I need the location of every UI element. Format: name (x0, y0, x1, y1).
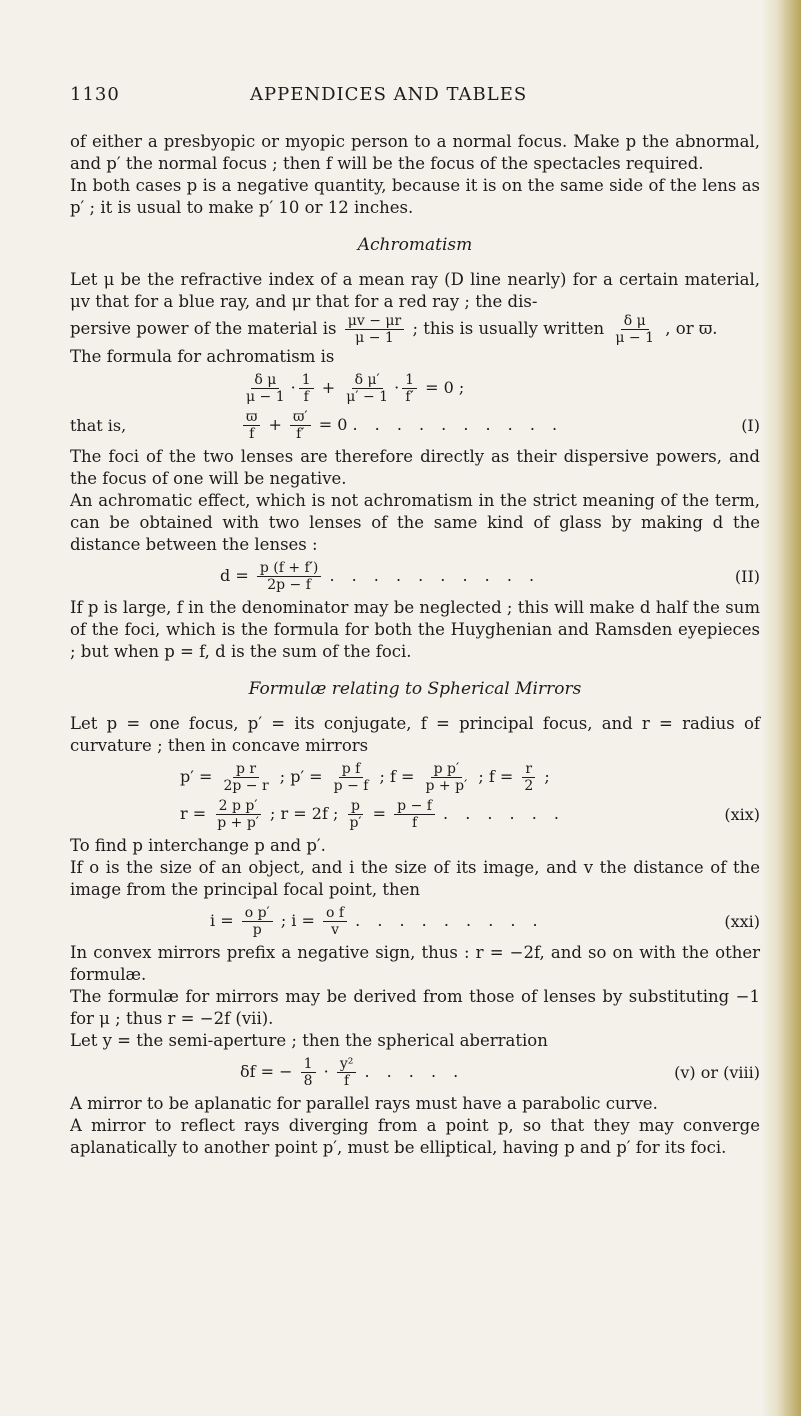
paragraph: In both cases p is a negative quantity, because it is on the same side of the lens as p′ ; it is usual to make p′ 10 or 12 inches. (70, 176, 760, 217)
paragraph: Let μ be the refractive index of a mean ray (D line nearly) for a certain material, μv that for a blue ray, and μr that for a red ray ; the dis- (70, 270, 760, 311)
page-edge-shadow (761, 0, 801, 1416)
paragraph: In convex mirrors prefix a negative sign, thus : r = −2f, and so on with the other formulæ. (70, 943, 760, 984)
section-heading-achromatism: Achromatism (357, 235, 473, 255)
paragraph: Let y = the semi-aperture ; then the spherical aberration (70, 1031, 548, 1050)
paragraph-dispersive-power: persive power of the material is $\frac{\mu v - \mu r}{\mu - 1}$ ; this is usually written $\frac{\text{δ μ}}{\mu - 1}$ , or ϖ. (70, 313, 718, 346)
paragraph: A mirror to be aplanatic for parallel rays must have a parabolic curve. (70, 1094, 658, 1113)
paragraph: A mirror to reflect rays diverging from a point p, so that they may converge aplanatically to another point p′, must be elliptical, having p and p′ for its foci. (70, 1116, 760, 1157)
paragraph: of either a presbyopic or myopic person to a normal focus. Make p the abnormal, and p′ the normal focus ; then f will be the focus of the spectacles required. (70, 132, 760, 173)
running-header (70, 84, 760, 105)
paragraph: If o is the size of an object, and i the size of its image, and v the distance of the image from the principal focal point, then (70, 858, 760, 899)
section-heading-mirrors: Formulæ relating to Spherical Mirrors (248, 679, 582, 699)
fraction: $\frac{\text{δ μ}}{\mu - 1}$ (615, 313, 655, 346)
equation-mirrors-a: p′ = $\frac{\text{p r}}{2p - r}$ ; p′ = $\frac{\text{p f}}{p - f}$ ; f = $\frac{\text{p p′}}{p + p'}$ ; f = $\frac{r}{2}$ ; (180, 761, 550, 794)
equation-mirrors-b: r = $\frac{\text{2 p p′}}{p + p'}$ ; r = 2f ; $\frac{p}{p'}$ = $\frac{p - f}{f}$ . . . . . . (xix) (180, 798, 760, 831)
book-page (70, 84, 760, 1159)
paragraph: The formula for achromatism is (70, 347, 335, 366)
page-title: APPENDICES AND TABLES (250, 84, 528, 105)
equation-2: d = $\frac{p (f + f')}{2p - f}$ . . . . . . . . . . (II) (220, 560, 760, 593)
paragraph: The formulæ for mirrors may be derived from those of lenses by substituting −1 for μ ; thus r = −2f (vii). (70, 987, 760, 1028)
page-number: 1130 (70, 84, 120, 105)
fraction: $\frac{\mu v - \mu r}{\mu - 1}$ (345, 313, 404, 346)
equation-aberration: δf = − $\frac{1}{8}$ · $\frac{\text{y²}}{f}$ . . . . . (v) or (viii) (240, 1056, 760, 1089)
equation-1: that is, $\frac{ϖ}{f}$ + $\frac{ϖ'}{f'}$ = 0 . . . . . . . . . . (I) (70, 409, 760, 442)
paragraph: To find p interchange p and p′. (70, 836, 326, 855)
equation-achromatism: $\frac{\text{δ μ}}{\mu - 1}$ · $\frac{1}{f}$ + $\frac{\text{δ μ′}}{\mu' - 1}$ · $\frac{1}{f'}$ = 0 ; (246, 372, 465, 405)
paragraph: The foci of the two lenses are therefore directly as their dispersive powers, and the focus of one will be negative. (70, 447, 760, 488)
paragraph: An achromatic effect, which is not achromatism in the strict meaning of the term, can be obtained with two lenses of the same kind of glass by making d the distance between the lenses : (70, 491, 760, 554)
equation-image-size: i = $\frac{\text{o p′}}{p}$ ; i = $\frac{\text{o f}}{v}$ . . . . . . . . . (xxi) (210, 905, 760, 938)
paragraph: If p is large, f in the denominator may be neglected ; this will make d half the sum of the foci, which is the formula for both the Huyghenian and Ramsden eyepieces ; but when p = f, d is the sum of the foci. (70, 598, 760, 661)
paragraph: Let p = one focus, p′ = its conjugate, f = principal focus, and r = radius of curvature ; then in concave mirrors (70, 714, 760, 755)
